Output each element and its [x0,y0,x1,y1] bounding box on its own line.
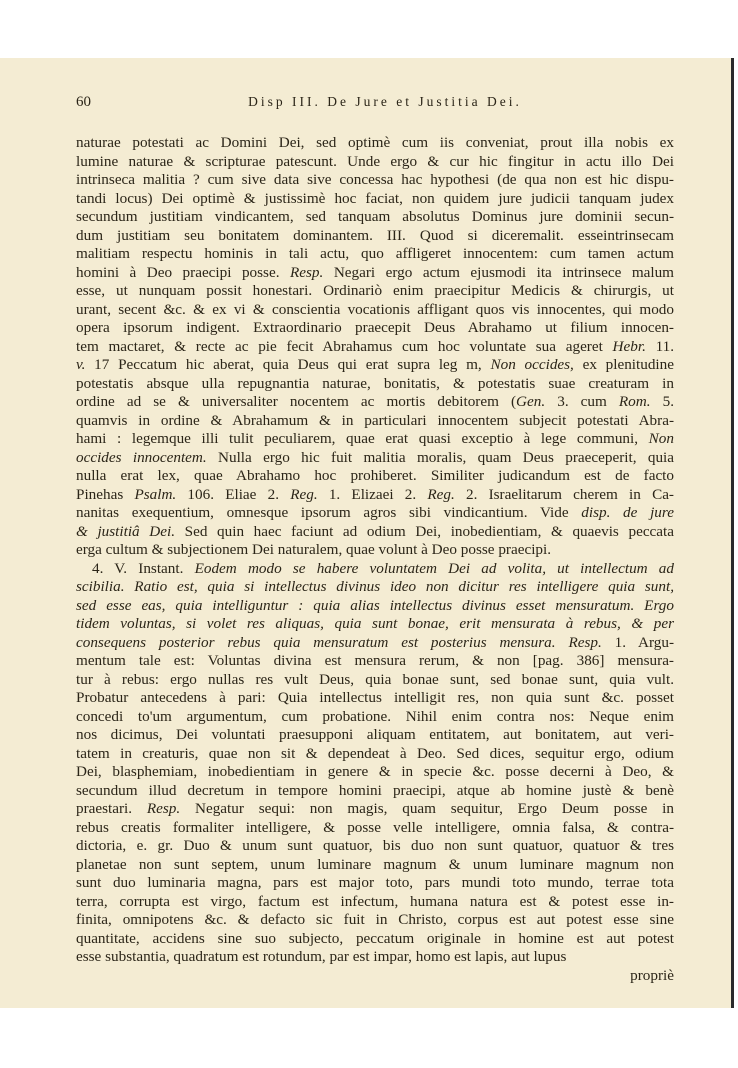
italic-span: occides innocentem. [76,448,207,466]
text-span: rebus creatis formaliter intelligere, & posse velle intelligere, omnia falsa, & contra- [76,818,674,836]
text-span: Sed quin haec faciunt ad odium Dei, inobedientiam, & quaevis peccata [175,522,674,540]
text-line [76,430,674,449]
text-span: planetae non sunt septem, unum luminare magnum & unum luminare magnum non [76,855,674,873]
book-page [0,58,734,1008]
italic-span: Reg. [427,485,455,503]
text-span: mentum tale est: Voluntas divina est mensura rerum, & non [pag. 386] mensura- [76,652,674,669]
text-span: nos dicimus, Dei voluntati praesupponi aliquam entitatem, aut bonitatem, aut veri- [76,726,674,743]
italic-span: Reg. [290,485,318,503]
text-span: dictoria, e. gr. Duo & unum sunt quatuor, bis duo non sunt quatuor, quatuor & tres [76,837,674,854]
text-span: 1. Elizaei 2. [317,485,428,503]
italic-span: & justitiâ Dei. [76,522,175,540]
text-span: hami : legemque illi tulit peculiarem, quae erat quasi exceptio à lege communi, [76,430,649,447]
text-line [76,375,674,394]
italic-span: Resp. [290,263,324,281]
text-span: quamvis in ordine & Abrahamum & in particulari innocentem subjecit potestati Abra- [76,411,674,429]
text-line [76,874,674,893]
text-line [76,523,674,542]
text-line [76,560,674,579]
text-span: Nulla ergo hic fuit malitia moralis, quam Deus praeceperit, quia [206,448,674,466]
italic-span: Resp. [568,633,602,651]
text-span: ordine ad se & universaliter nocentem ac mortis debitorem ( [76,393,517,410]
text-line [76,282,674,301]
text-line [76,948,674,967]
text-span: dum justitiam seu bonitatem dominantem. III. Quod si diceremalit. esseintrinsecam [76,226,674,244]
italic-span: disp. de jure [581,504,674,521]
text-span [556,634,569,651]
text-span: tandi locus) Dei optimè & justissimè hoc faciat, non quidem jure judicii tanquam judex [76,189,674,207]
text-line [76,504,674,523]
text-line [76,486,674,505]
text-span: lumine naturae & scripturae patescunt. Unde ergo & cur hic fingitur in actu illo Dei [76,152,674,170]
text-span: ex plenitudine [573,356,674,373]
text-line [76,412,674,431]
text-span: malitiam respectu hominis in tali actu, quo affligeret innocentem: cum tamen actum [76,245,674,262]
text-line [76,245,674,264]
text-line [76,726,674,745]
italic-span: Non [648,430,674,447]
text-span: Negari ergo actum ejusmodi ita intrinsece malum [323,263,674,281]
text-span: esse, ut nunquam possit honestari. Ordinariò enim praecipitur Medicis & chirurgis, ut [76,282,674,299]
text-span: praestari. [76,800,147,817]
italic-span: Psalm. [134,485,177,503]
text-span: opera ipsorum indigent. Extraordinario praecepit Deus Abrahamo ut filium innocen- [76,319,674,336]
text-line [76,264,674,283]
italic-span: Rom. [618,393,651,410]
text-span: homini à Deo praecipi posse. [76,263,290,281]
italic-span: Hebr. [612,337,646,355]
italic-span: sed esse eas, quia intelliguntur : quia alias intellectus divinus esset mensuratum. Ergo [76,596,674,614]
italic-span: tidem voluntas, si volet res aliquas, quia sunt bonae, erit mensurata à rebus, & per [76,615,674,632]
text-span: 1. Argu- [601,633,675,651]
text-span: 4. V. Instant. [92,559,195,577]
text-line [76,837,674,856]
text-span: 5. [650,393,674,410]
text-line [76,745,674,764]
text-line [76,856,674,875]
body-text [76,134,674,985]
italic-span: Eodem modo se habere voluntatem Dei ad volita, ut intellectum ad [194,559,674,577]
italic-span: consequens posterior rebus quia mensuratum est posterius mensura. [76,633,556,651]
text-line [76,208,674,227]
text-span: tur à rebus: ergo nullas res vult Deus, quia bonae sunt, sed bonae sunt, quia vult. [76,670,674,688]
text-line [76,578,674,597]
text-span: potestatis absque ulla repugnantia naturae, bonitatis, & potestatis suae creaturam in [76,374,674,392]
text-span: naturae potestati ac Domini Dei, sed optimè cum iis conveniat, prout illa nobis ex [76,134,674,151]
text-span: nanitas exequentium, omnesque ipsorum agros sibi vindicantium. Vide [76,504,582,521]
text-line [76,541,674,560]
text-span: tatem in creaturis, quae non sit & dependeat à Deo. Sed dices, sequitur ergo, odium [76,744,674,762]
text-span: 3. cum [545,393,619,410]
text-span: erga cultum & subjectionem Dei naturalem, quae volunt à Deo posse praecipi. [76,541,552,558]
text-line [76,708,674,727]
text-span: finita, omnipotens &c. & defacto sic fuit in Christo, corpus est aut potest esse sine [76,911,674,928]
italic-span: Gen. [516,393,546,410]
text-line [76,893,674,912]
text-span: Pinehas [76,485,135,503]
text-span: propriè [630,966,674,984]
text-span: secundum illud decretum in tempore homini praecipi, atque ab homine justè & benè [76,781,674,799]
text-span: concedi to'um argumentum, cum probatione. Nihil enim contra nos: Neque enim [76,707,674,725]
text-span: Dei, blasphemiam, inobedientiam in genere & in specie &c. posse decerni à Deo, & [76,763,674,780]
text-span: sunt duo luminaria magna, pars est major toto, pars mundi toto mundo, terrae tota [76,874,674,891]
text-line [76,800,674,819]
italic-span: scibilia. Ratio est, quia si intellectus divinus ideo non dicitur res intelligere quia sunt, [76,578,674,595]
text-line [76,763,674,782]
text-span: esse substantia, quadratum est rotundum, par est impar, homo est lapis, aut lupus [76,948,567,965]
text-span: quantitate, accidens sine suo subjecto, peccatum originale in homine est aut potest [76,929,674,947]
text-span: 11. [645,337,675,355]
text-line [76,634,674,653]
text-line [76,356,674,375]
text-line [76,615,674,634]
text-span: Probatur antecedens à pari: Quia intellectus intelligit res, non quia sunt &c. posset [76,689,674,706]
text-span: Negatur sequi: non magis, quam sequitur, Ergo Deum posse in [180,800,674,817]
italic-span: v. [76,356,86,373]
text-span: intrinseca malitia ? cum sive data sive concessa hac hypothesi (de qua non est hic dispu- [76,171,674,188]
text-line [76,689,674,708]
page-number: 60 [76,94,91,110]
text-line [76,301,674,320]
text-span: urant, secent &c. & ex vi & conscientia vocationis affligant quos vis innocentes, qui modo [76,300,674,318]
text-line [76,967,674,986]
text-line [76,597,674,616]
text-line [76,819,674,838]
text-span: tem mactaret, & recte ac pie fecit Abrahamus cum hoc voluntate sua ageret [76,337,613,355]
text-span: 2. Israelitarum cherem in Ca- [454,485,674,503]
text-line [76,338,674,357]
italic-span: Non occides, [490,356,574,373]
text-line [76,190,674,209]
text-line [76,227,674,246]
text-span: secundum justitiam vindicantem, sed tanquam absolutus Dominus jure dominii secun- [76,208,674,225]
running-head: Disp III. De Jure et Justitia Dei. [248,94,522,109]
text-span: 106. Eliae 2. [176,485,291,503]
text-line [76,171,674,190]
text-line [76,319,674,338]
text-line [76,782,674,801]
text-span: 17 Peccatum hic aberat, quia Deus qui erat supra leg m, [85,356,491,373]
text-line [76,393,674,412]
text-line [76,930,674,949]
text-line [76,153,674,172]
text-line [76,134,674,153]
text-line [76,671,674,690]
text-span: terra, corrupta est virgo, factum est infectum, humana natura est & potest esse in- [76,892,674,910]
page-header [76,94,664,112]
text-line [76,467,674,486]
text-line [76,449,674,468]
text-span: nulla erat lex, quae Abrahamo hoc prohiberet. Similiter judicandum est de facto [76,467,674,484]
italic-span: Resp. [146,800,181,817]
text-line [76,911,674,930]
text-line [76,652,674,671]
